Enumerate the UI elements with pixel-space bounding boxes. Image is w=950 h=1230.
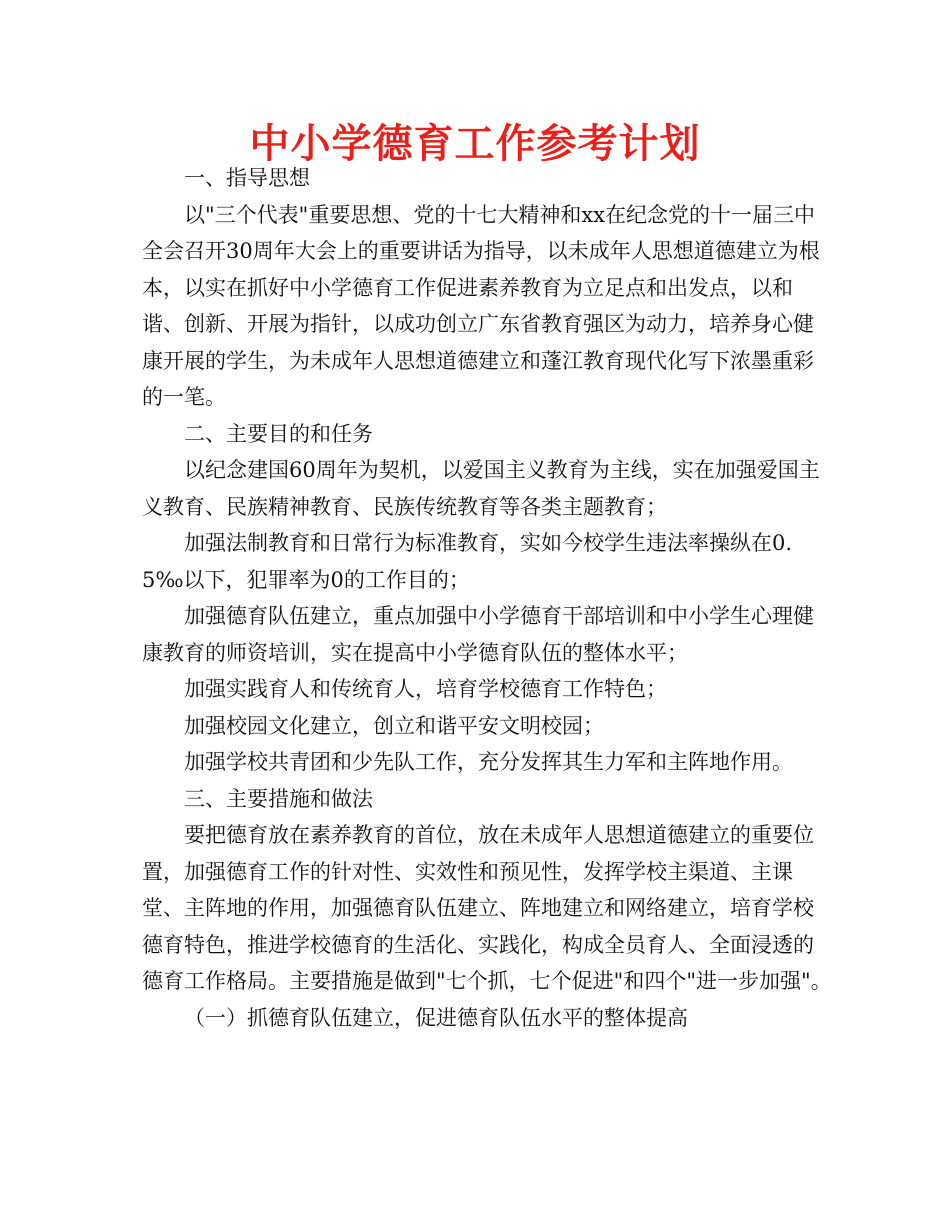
document-title: 中小学德育工作参考计划: [249, 121, 701, 167]
paragraph-guiding-thought: 以"三个代表"重要思想、党的十七大精神和xx在纪念党的十一届三中全会召开30周年大会上的重要讲话为指导，以未成年人思想道德建立为根本，以实在抓好中小学德育工作促进素养教育为立足点和出发点，以和谐、创新、开展为指针，以成功创立广东省教育强区为动力，培养身心健康开展的学生，为未成年人思想道德建立和蓬江教育现代化写下浓墨重彩的一笔。: [142, 202, 820, 409]
document-body: [142, 160, 832, 1036]
paragraph-legal-education: 加强法制教育和日常行为标准教育，实如今校学生违法率操纵在0.5‰以下，犯罪率为0的工作目的；: [142, 531, 793, 592]
subsection-heading-staff: （一）抓德育队伍建立，促进德育队伍水平的整体提高: [184, 1005, 688, 1030]
section-heading-goals-tasks: 二、主要目的和任务: [184, 421, 373, 446]
section-heading-guiding-thought: 一、指导思想: [184, 166, 310, 190]
paragraph-patriotic-education: 以纪念建国60周年为契机，以爱国主义教育为主线，实在加强爱国主义教育、民族精神教育、民族传统教育等各类主题教育；: [142, 458, 820, 519]
paragraph-measures: 要把德育放在素养教育的首位，放在未成年人思想道德建立的重要位置，加强德育工作的针对性、实效性和预见性，发挥学校主渠道、主课堂、主阵地的作用，加强德育队伍建立、阵地建立和网络建立，培育学校德育特色，推进学校德育的生活化、实践化，构成全员育人、全面浸透的德育工作格局。主要措施是做到"七个抓，七个促进"和四个"进一步加强"。: [142, 823, 832, 993]
paragraph-youth-league: 加强学校共青团和少先队工作，充分发挥其生力军和主阵地作用。: [184, 750, 793, 774]
paragraph-staff-building: 加强德育队伍建立，重点加强中小学德育干部培训和中小学生心理健康教育的师资培训，实在提高中小学德育队伍的整体水平；: [142, 604, 814, 665]
section-heading-measures: 三、主要措施和做法: [184, 786, 373, 811]
paragraph-campus-culture: 加强校园文化建立，创立和谐平安文明校园；: [184, 713, 604, 738]
paragraph-practice-education: 加强实践育人和传统育人，培育学校德育工作特色；: [184, 677, 667, 701]
